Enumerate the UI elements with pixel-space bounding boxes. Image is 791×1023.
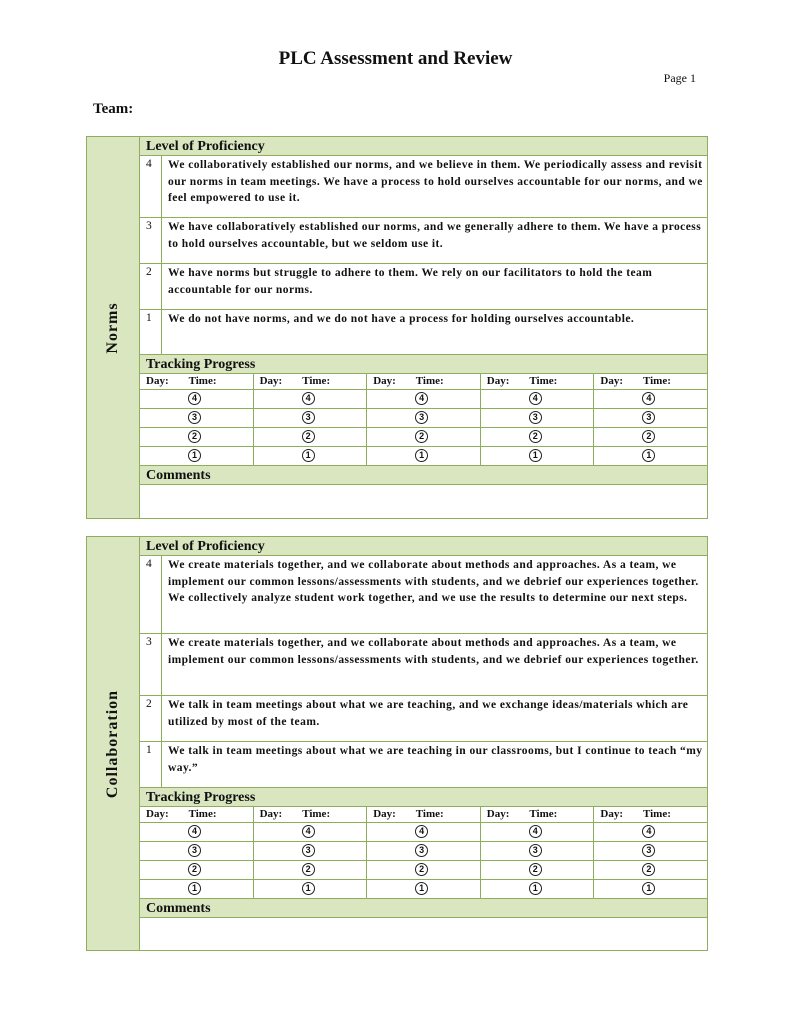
level-of-proficiency-header: Level of Proficiency	[140, 537, 707, 556]
level-description: We talk in team meetings about what we are teaching, and we exchange ideas/materials which are utilized by most of the team.	[168, 699, 689, 728]
level-description: We talk in team meetings about what we are teaching in our classrooms, but I continue to teach “my way.”	[168, 745, 703, 774]
tracking-level-cell[interactable]	[254, 823, 368, 841]
tracking-level-cell[interactable]	[367, 861, 481, 879]
level-row	[140, 218, 707, 264]
day-label: Day:	[373, 808, 396, 820]
tracking-level-cell[interactable]	[140, 409, 254, 427]
tracking-level-cell[interactable]	[254, 390, 368, 408]
level-row	[140, 264, 707, 310]
tracking-level-cell[interactable]	[481, 823, 595, 841]
norms-section	[86, 136, 708, 519]
circled-level-number: 4	[415, 392, 428, 405]
tracking-level-cell[interactable]	[594, 447, 707, 465]
circled-level-number: 3	[302, 844, 315, 857]
tracking-level-cell[interactable]	[140, 880, 254, 898]
circled-level-number: 3	[415, 411, 428, 424]
tracking-level-cell[interactable]	[481, 842, 595, 860]
circled-level-number: 3	[188, 844, 201, 857]
section-title: Norms	[104, 301, 121, 354]
circled-level-number: 3	[529, 844, 542, 857]
day-label: Day:	[600, 375, 623, 387]
tracking-level-cell[interactable]	[254, 447, 368, 465]
day-label: Day:	[146, 808, 169, 820]
document-title: PLC Assessment and Review	[278, 48, 513, 69]
level-description: We create materials together, and we collaborate about methods and approaches. As a team, we implement our common lessons/assessments with students, and we debrief our experiences together.	[168, 637, 699, 666]
tracking-level-cell[interactable]	[367, 428, 481, 446]
comments-header: Comments	[140, 899, 707, 918]
tracking-day-time-cell[interactable]	[140, 807, 254, 822]
tracking-level-cell[interactable]	[594, 823, 707, 841]
tracking-level-cell[interactable]	[594, 428, 707, 446]
tracking-progress-header: Tracking Progress	[140, 355, 707, 374]
day-label: Day:	[486, 375, 510, 387]
tracking-level-cell[interactable]	[254, 842, 368, 860]
tracking-level-cell[interactable]	[481, 447, 595, 465]
tracking-level-cell[interactable]	[140, 390, 254, 408]
tracking-day-time-cell[interactable]	[254, 807, 368, 822]
time-label: Time:	[529, 375, 558, 387]
circled-level-number: 1	[188, 449, 201, 462]
level-row	[140, 742, 707, 788]
circled-level-number: 1	[302, 882, 315, 895]
time-label: Time:	[415, 375, 444, 387]
comments-header: Comments	[140, 466, 707, 485]
circled-level-number: 3	[302, 411, 315, 424]
level-number: 1	[140, 310, 162, 354]
tracking-day-time-cell[interactable]	[367, 374, 481, 389]
circled-level-number: 4	[302, 392, 315, 405]
tracking-level-cell[interactable]	[367, 409, 481, 427]
level-row	[140, 696, 707, 742]
time-label: Time:	[302, 375, 331, 387]
circled-level-number: 2	[302, 863, 315, 876]
circled-level-number: 4	[188, 825, 201, 838]
comments-area[interactable]	[140, 485, 707, 518]
circled-level-number: 2	[188, 430, 201, 443]
circled-level-number: 4	[642, 825, 655, 838]
time-label: Time:	[415, 808, 444, 820]
level-number: 4	[140, 156, 162, 217]
circled-level-number: 2	[415, 863, 428, 876]
page-number: Page 1	[663, 71, 696, 85]
level-description: We collaboratively established our norms, and we believe in them. We periodically assess and revisit our norms in team meetings. We have a process to hold ourselves accountable for our norms, and we feel empowered to use it.	[168, 159, 703, 205]
tracking-day-time-cell[interactable]	[481, 374, 595, 389]
level-description: We have norms but struggle to adhere to them. We rely on our facilitators to hold the team accountable for our norms.	[168, 267, 653, 296]
circled-level-number: 2	[642, 430, 655, 443]
circled-level-number: 4	[529, 392, 542, 405]
tracking-grid	[140, 807, 707, 899]
level-number: 3	[140, 634, 162, 695]
time-label: Time:	[642, 375, 671, 387]
level-row	[140, 310, 707, 355]
circled-level-number: 1	[188, 882, 201, 895]
circled-level-number: 1	[302, 449, 315, 462]
tracking-day-time-cell[interactable]	[594, 807, 707, 822]
circled-level-number: 4	[529, 825, 542, 838]
tracking-level-cell[interactable]	[367, 880, 481, 898]
team-label: Team:	[93, 101, 134, 117]
tracking-level-cell[interactable]	[140, 447, 254, 465]
level-row	[140, 156, 707, 218]
circled-level-number: 1	[415, 449, 428, 462]
tracking-level-row	[140, 409, 707, 428]
tracking-level-cell[interactable]	[140, 428, 254, 446]
circled-level-number: 4	[302, 825, 315, 838]
tracking-day-time-cell[interactable]	[481, 807, 595, 822]
tracking-level-cell[interactable]	[367, 447, 481, 465]
section-side-bar	[87, 537, 140, 950]
tracking-level-cell[interactable]	[254, 409, 368, 427]
day-label: Day:	[486, 808, 510, 820]
tracking-level-row	[140, 880, 707, 899]
tracking-level-row	[140, 428, 707, 447]
level-of-proficiency-header: Level of Proficiency	[140, 137, 707, 156]
tracking-day-time-cell[interactable]	[594, 374, 707, 389]
circled-level-number: 2	[642, 863, 655, 876]
tracking-level-cell[interactable]	[140, 842, 254, 860]
day-label: Day:	[259, 808, 283, 820]
tracking-level-cell[interactable]	[594, 880, 707, 898]
tracking-level-cell[interactable]	[367, 823, 481, 841]
circled-level-number: 3	[188, 411, 201, 424]
circled-level-number: 1	[529, 882, 542, 895]
circled-level-number: 3	[642, 411, 655, 424]
tracking-header-row	[140, 374, 707, 390]
tracking-level-cell[interactable]	[140, 823, 254, 841]
tracking-level-cell[interactable]	[481, 428, 595, 446]
time-label: Time:	[188, 375, 217, 387]
circled-level-number: 1	[642, 449, 655, 462]
tracking-level-cell[interactable]	[254, 861, 368, 879]
circled-level-number: 2	[302, 430, 315, 443]
tracking-level-cell[interactable]	[481, 861, 595, 879]
tracking-level-cell[interactable]	[481, 390, 595, 408]
circled-level-number: 1	[415, 882, 428, 895]
level-number: 3	[140, 218, 162, 263]
circled-level-number: 2	[529, 863, 542, 876]
time-label: Time:	[529, 808, 558, 820]
tracking-day-time-cell[interactable]	[140, 374, 254, 389]
section-body	[140, 537, 707, 950]
day-label: Day:	[373, 375, 396, 387]
tracking-level-cell[interactable]	[367, 842, 481, 860]
tracking-level-cell[interactable]	[254, 880, 368, 898]
time-label: Time:	[642, 808, 671, 820]
day-label: Day:	[259, 375, 283, 387]
tracking-level-cell[interactable]	[140, 861, 254, 879]
tracking-level-cell[interactable]	[594, 861, 707, 879]
circled-level-number: 2	[188, 863, 201, 876]
level-number: 2	[140, 696, 162, 741]
tracking-level-row	[140, 447, 707, 466]
tracking-level-cell[interactable]	[594, 409, 707, 427]
section-body	[140, 137, 707, 518]
circled-level-number: 4	[642, 392, 655, 405]
circled-level-number: 3	[415, 844, 428, 857]
section-side-bar	[87, 137, 140, 518]
level-description: We do not have norms, and we do not have a process for holding ourselves accountable.	[168, 313, 635, 325]
tracking-day-time-cell[interactable]	[367, 807, 481, 822]
tracking-level-cell[interactable]	[594, 390, 707, 408]
circled-level-number: 4	[415, 825, 428, 838]
tracking-progress-header: Tracking Progress	[140, 788, 707, 807]
tracking-level-cell[interactable]	[481, 880, 595, 898]
section-title: Collaboration	[104, 689, 121, 798]
tracking-level-cell[interactable]	[594, 842, 707, 860]
circled-level-number: 2	[415, 430, 428, 443]
circled-level-number: 3	[529, 411, 542, 424]
tracking-level-cell[interactable]	[254, 428, 368, 446]
level-row	[140, 556, 707, 634]
level-description: We create materials together, and we collaborate about methods and approaches. As a team, we implement our common lessons/assessments with students, and we debrief our experiences together. We collectively analyze student work together, and we use the results to determine our next steps.	[168, 559, 699, 605]
level-description: We have collaboratively established our norms, and we generally adhere to them. We have a process to hold ourselves accountable, but we seldom use it.	[168, 221, 702, 250]
level-number: 2	[140, 264, 162, 309]
day-label: Day:	[146, 375, 169, 387]
circled-level-number: 2	[529, 430, 542, 443]
comments-area[interactable]	[140, 918, 707, 951]
time-label: Time:	[188, 808, 217, 820]
tracking-level-row	[140, 823, 707, 842]
tracking-header-row	[140, 807, 707, 823]
tracking-level-cell[interactable]	[481, 409, 595, 427]
tracking-level-row	[140, 390, 707, 409]
circled-level-number: 1	[529, 449, 542, 462]
time-label: Time:	[302, 808, 331, 820]
tracking-level-row	[140, 861, 707, 880]
level-number: 1	[140, 742, 162, 787]
tracking-grid	[140, 374, 707, 466]
level-number: 4	[140, 556, 162, 633]
circled-level-number: 3	[642, 844, 655, 857]
level-row	[140, 634, 707, 696]
tracking-day-time-cell[interactable]	[254, 374, 368, 389]
collaboration-section	[86, 536, 708, 951]
tracking-level-row	[140, 842, 707, 861]
circled-level-number: 1	[642, 882, 655, 895]
day-label: Day:	[600, 808, 623, 820]
tracking-level-cell[interactable]	[367, 390, 481, 408]
circled-level-number: 4	[188, 392, 201, 405]
